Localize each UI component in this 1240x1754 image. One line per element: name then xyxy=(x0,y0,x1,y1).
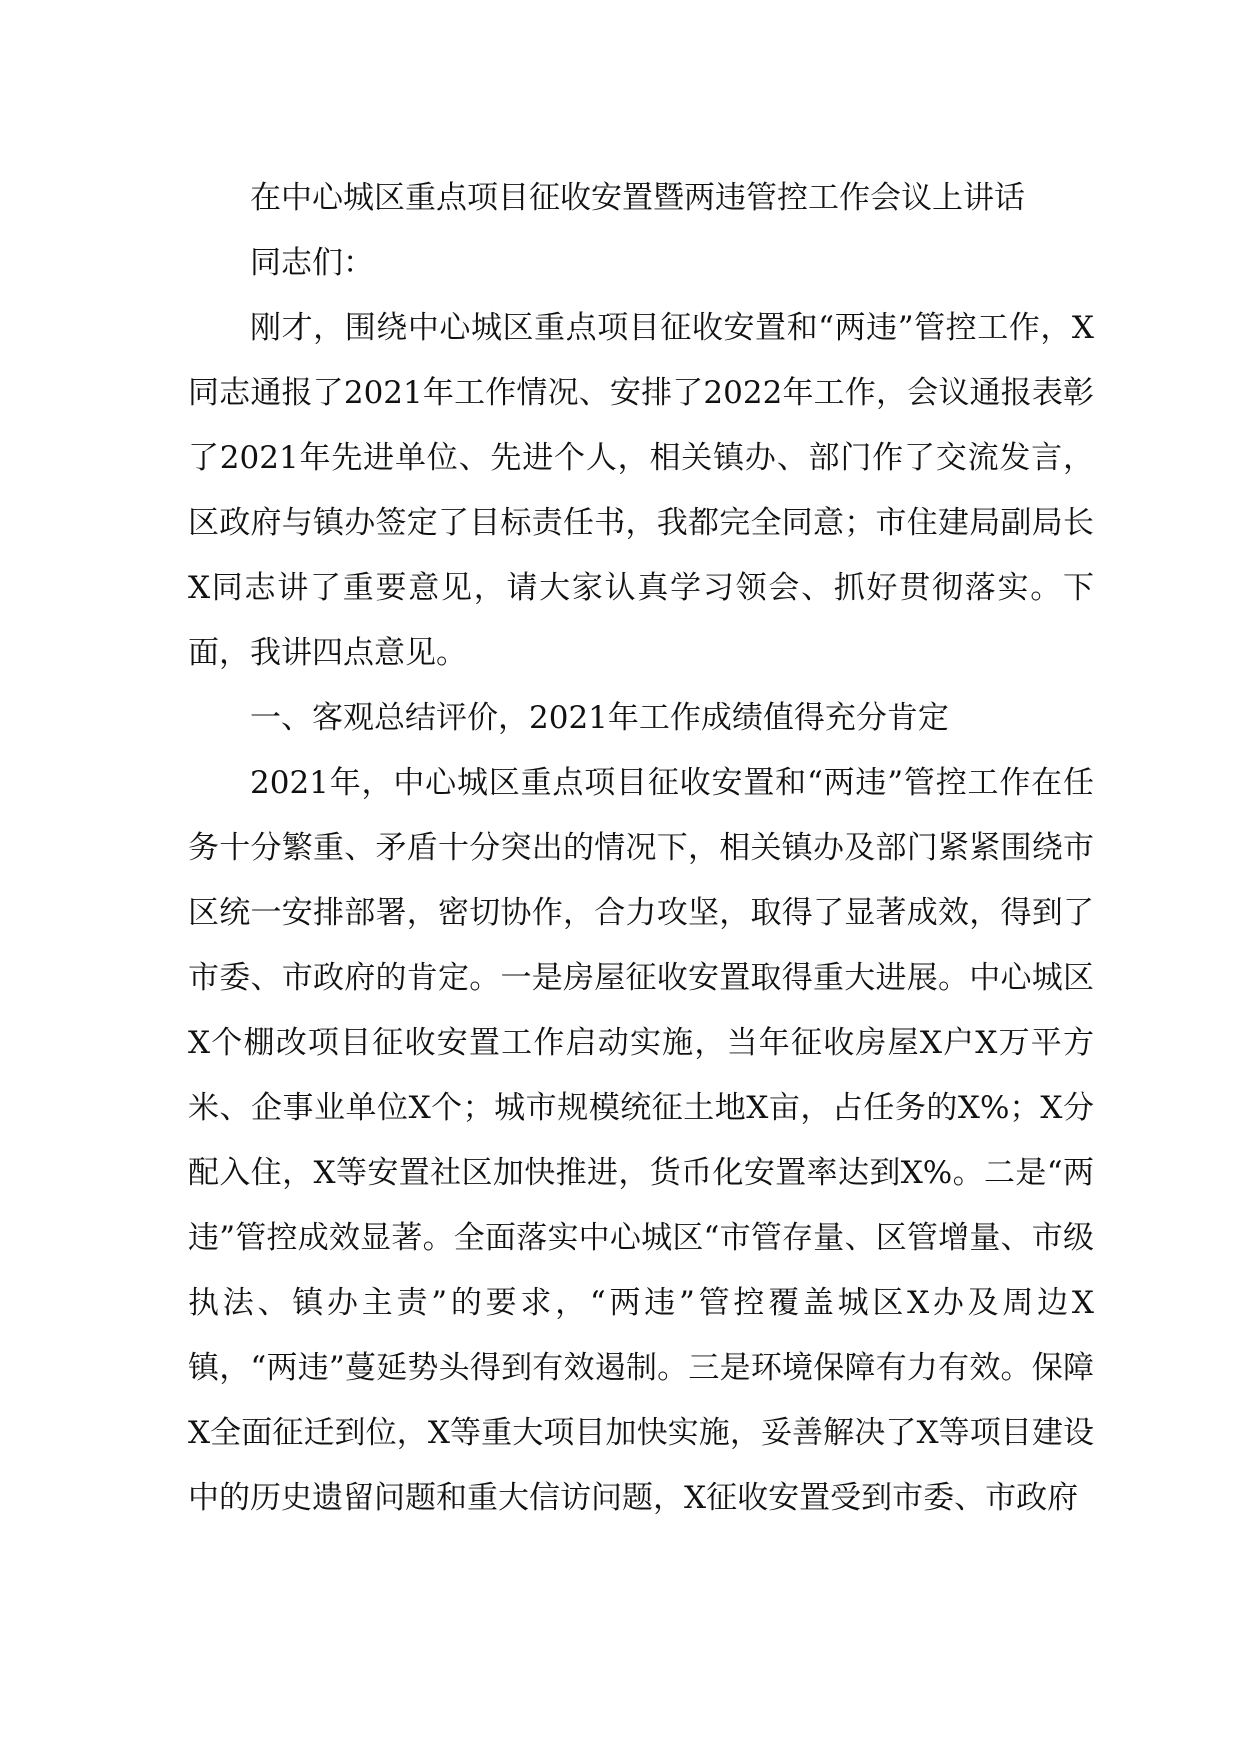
document-title: 在中心城区重点项目征收安置暨两违管控工作会议上讲话 xyxy=(250,180,1025,216)
section-heading-1: 一、客观总结评价，2021年工作成绩值得充分肯定 xyxy=(250,700,949,736)
paragraph-summary: 2021年，中心城区重点项目征收安置和“两违”管控工作在任务十分繁重、矛盾十分突出的情况下，相关镇办及部门紧紧围绕市区统一安排部署，密切协作，合力攻坚，取得了显著成效，得到了市委、市政府的肯定。一是房屋征收安置取得重大进展。中心城区X个棚改项目征收安置工作启动实施，当年征收房屋X户X万平方米、企事业单位X个；城市规模统征土地X亩，占任务的X%；X分配入住，X等安置社区加快推进，货币化安置率达到X%。二是“两违”管控成效显著。全面落实中心城区“市管存量、区管增量、市级执法、镇办主责”的要求，“两违”管控覆盖城区X办及周边X镇，“两违”蔓延势头得到有效遏制。三是环境保障有力有效。保障X全面征迁到位，X等重大项目加快实施，妥善解决了X等项目建设中的历史遗留问题和重大信访问题，X征收安置受到市委、市政府 xyxy=(188,765,1094,1516)
salutation: 同志们： xyxy=(250,245,374,281)
paragraph-intro: 刚才，围绕中心城区重点项目征收安置和“两违”管控工作，X同志通报了2021年工作情况、安排了2022年工作，会议通报表彰了2021年先进单位、先进个人，相关镇办、部门作了交流发言，区政府与镇办签定了目标责任书，我都完全同意；市住建局副局长X同志讲了重要意见，请大家认真学习领会、抓好贯彻落实。下面，我讲四点意见。 xyxy=(188,310,1094,671)
document-body xyxy=(188,166,1094,1531)
